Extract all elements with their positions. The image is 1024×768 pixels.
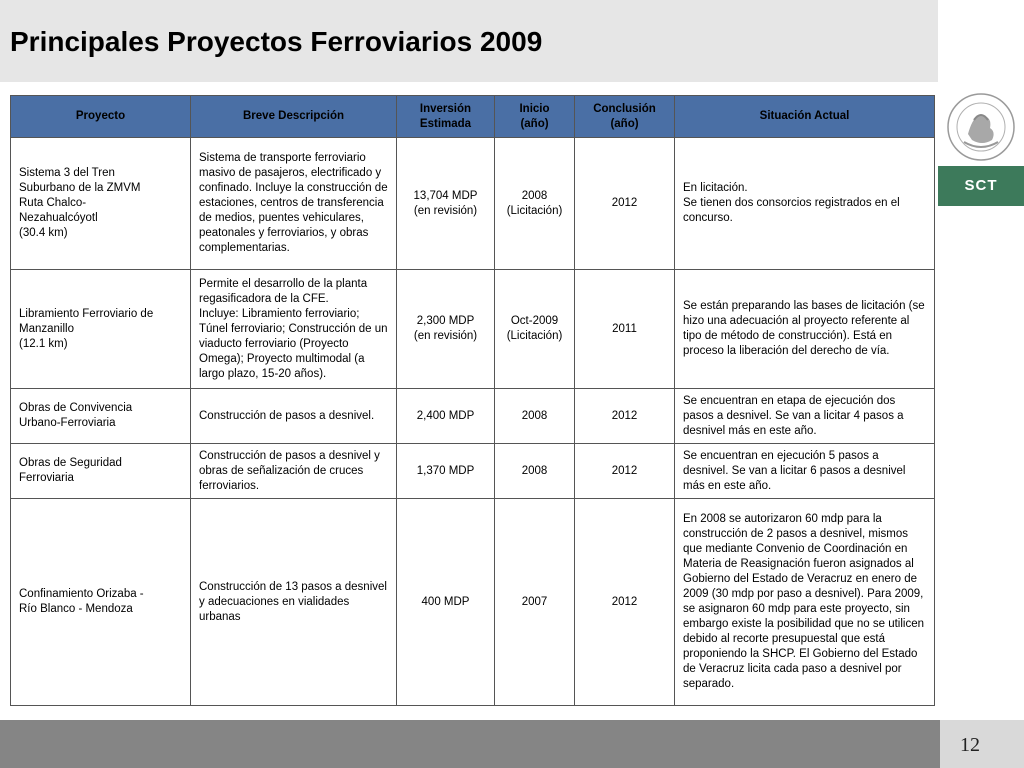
cell-inicio: 2008 [495, 389, 575, 444]
mexican-seal-logo [944, 90, 1018, 164]
sct-logo: SCT [938, 166, 1024, 206]
table-row [11, 138, 935, 270]
cell-inicio: 2008 [495, 444, 575, 499]
page-number-box [940, 720, 1024, 768]
cell-conclusion: 2012 [575, 444, 675, 499]
cell-proyecto: Sistema 3 del Tren Suburbano de la ZMVM Ruta Chalco- Nezahualcóyotl (30.4 km) [11, 138, 191, 270]
cell-conclusion: 2011 [575, 270, 675, 389]
header-inicio: Inicio (año) [495, 96, 575, 138]
cell-inicio: 2007 [495, 499, 575, 706]
header-situacion: Situación Actual [675, 96, 935, 138]
projects-table [10, 95, 935, 706]
cell-descripcion: Construcción de pasos a desnivel. [191, 389, 397, 444]
cell-descripcion: Construcción de 13 pasos a desnivel y adecuaciones en vialidades urbanas [191, 499, 397, 706]
header-inversion: Inversión Estimada [397, 96, 495, 138]
cell-situacion: Se encuentran en etapa de ejecución dos pasos a desnivel. Se van a licitar 4 pasos a desnivel más en este año. [675, 389, 935, 444]
header-conclusion: Conclusión (año) [575, 96, 675, 138]
page-number: 12 [960, 734, 980, 756]
header-descripcion: Breve Descripción [191, 96, 397, 138]
cell-conclusion: 2012 [575, 138, 675, 270]
cell-inicio: Oct-2009 (Licitación) [495, 270, 575, 389]
cell-inversion: 13,704 MDP (en revisión) [397, 138, 495, 270]
cell-proyecto: Obras de Convivencia Urbano-Ferroviaria [11, 389, 191, 444]
cell-situacion: Se están preparando las bases de licitación (se hizo una adecuación al proyecto referente al tipo de método de construcción). Está en proceso la liberación del derecho de vía. [675, 270, 935, 389]
cell-inversion: 2,400 MDP [397, 389, 495, 444]
slide-title: Principales Proyectos Ferroviarios 2009 [10, 26, 543, 57]
table-row [11, 444, 935, 499]
cell-proyecto: Confinamiento Orizaba - Río Blanco - Mendoza [11, 499, 191, 706]
cell-descripcion: Construcción de pasos a desnivel y obras de señalización de cruces ferroviarios. [191, 444, 397, 499]
cell-conclusion: 2012 [575, 499, 675, 706]
cell-inversion: 2,300 MDP (en revisión) [397, 270, 495, 389]
cell-descripcion: Sistema de transporte ferroviario masivo de pasajeros, electrificado y confinado. Incluye la construcción de estaciones, centros de transferencia de medios, puentes vehiculares, peatonales y ferroviarios, y obras complementarias. [191, 138, 397, 270]
cell-proyecto: Obras de Seguridad Ferroviaria [11, 444, 191, 499]
table-row [11, 270, 935, 389]
cell-proyecto: Libramiento Ferroviario de Manzanillo (12.1 km) [11, 270, 191, 389]
table-row [11, 389, 935, 444]
cell-situacion: Se encuentran en ejecución 5 pasos a desnivel. Se van a licitar 6 pasos a desnivel más en este año. [675, 444, 935, 499]
cell-inversion: 400 MDP [397, 499, 495, 706]
header-proyecto: Proyecto [11, 96, 191, 138]
cell-inversion: 1,370 MDP [397, 444, 495, 499]
footer-bar [0, 720, 940, 768]
table-header-row [11, 96, 935, 138]
cell-descripcion: Permite el desarrollo de la planta regasificadora de la CFE. Incluye: Libramiento ferroviario; Túnel ferroviario; Construcción de un viaducto ferroviario (Proyecto Omega); Proyecto multimodal (a largo plazo, 15-20 años). [191, 270, 397, 389]
cell-situacion: En licitación. Se tienen dos consorcios registrados en el concurso. [675, 138, 935, 270]
cell-inicio: 2008 (Licitación) [495, 138, 575, 270]
cell-situacion: En 2008 se autorizaron 60 mdp para la construcción de 2 pasos a desnivel, mismos que mediante Convenio de Coordinación en Materia de Reasignación fueron asignados al Gobierno del Estado de Veracruz en enero de 2009 (30 mdp por paso a desnivel). Para 2009, se asignaron 60 mdp para este proyecto, sin embargo existe la posibilidad que no se utilicen debido al recorte presupuestal que está proponiendo la SHCP. El Gobierno del Estado de Veracruz licita cada paso a desnivel por separado. [675, 499, 935, 706]
cell-conclusion: 2012 [575, 389, 675, 444]
table-row [11, 499, 935, 706]
